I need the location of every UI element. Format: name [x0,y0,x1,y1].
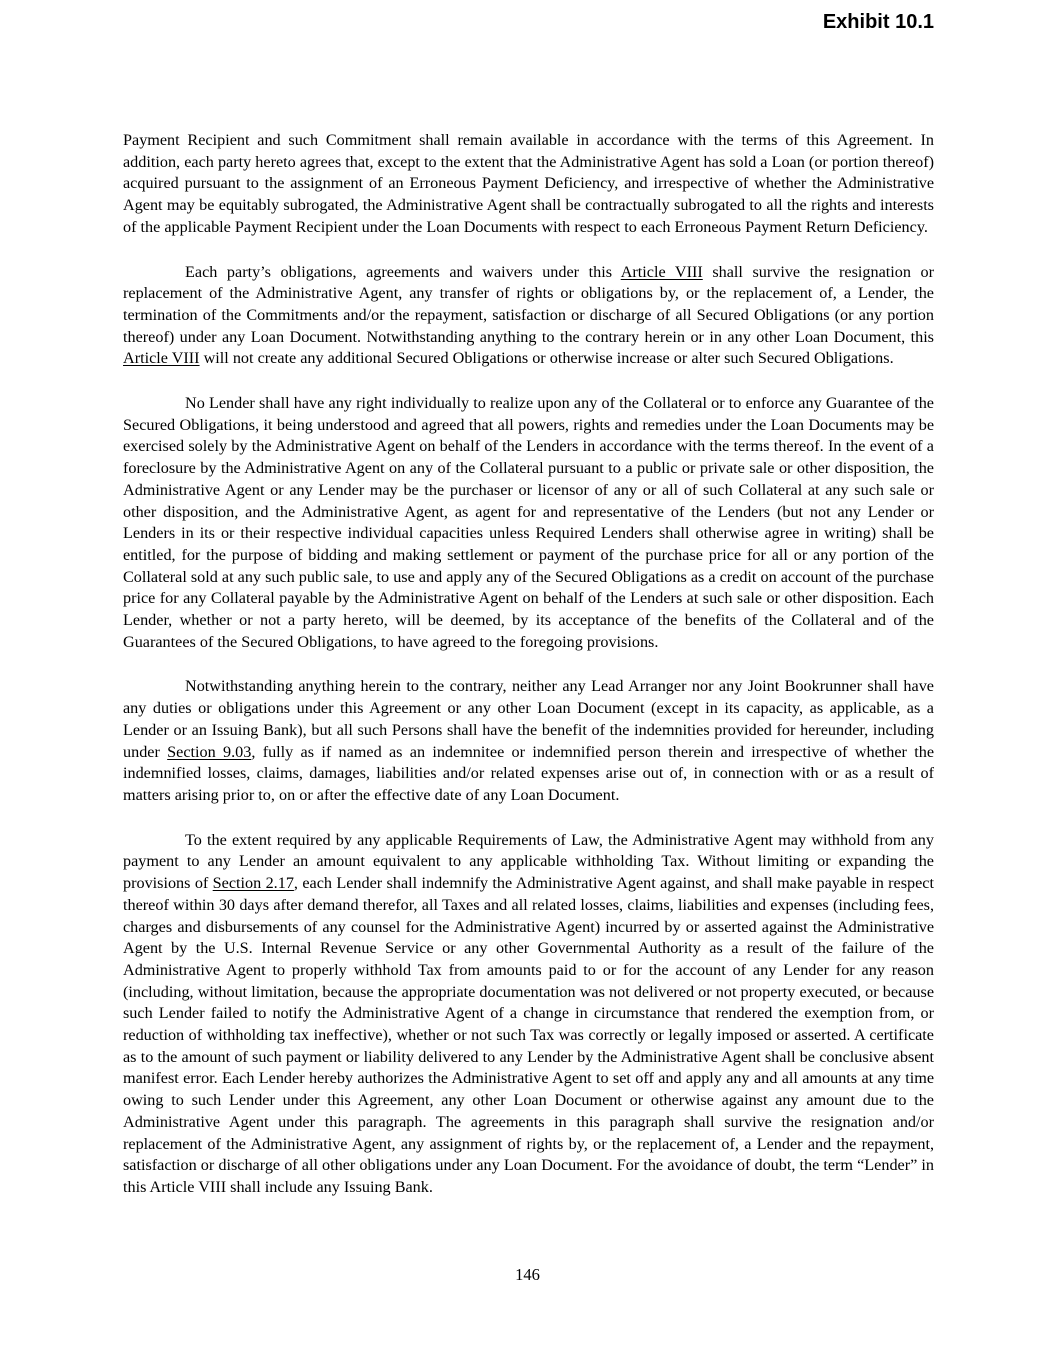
section-9-03-reference: Section 9.03 [167,742,252,761]
section-2-17-reference: Section 2.17 [212,874,294,893]
text-segment: shall survive the resignation or replacement of the Administrative Agent, any transfer of rights or obligations by, or the replacement of, a Lender, the termination of the Commitments and/or the repayment, satisfaction or discharge of all Secured Obligations (or any portion thereof) under any Loan Document. Notwithstanding anything to the contrary herein or in any other Loan Document, this [123,262,934,346]
text-segment: , fully as if named as an indemnitee or indemnified person therein and irrespective of whether the indemnified losses, claims, damages, liabilities and/or related expenses arise out of, in connection with or as a result of matters arising prior to, on or after the effective date of any Loan Document. [123,742,934,804]
text-segment: , each Lender shall indemnify the Administrative Agent against, and shall make payable in respect thereof within 30 days after demand therefor, all Taxes and all related losses, claims, liabilities and expenses (including fees, charges and disbursements of any counsel for the Administrative Agent) incurred by or asserted against the Administrative Agent by the U.S. Internal Revenue Service or any other Governmental Authority as a result of the failure of the Administrative Agent to properly withhold Tax from amounts paid to or for the account of any Lender for any reason (including, without limitation, because the appropriate documentation was not delivered or not property executed, or because such Lender failed to notify the Administrative Agent of a change in circumstance that rendered the exemption from, or reduction of withholding tax ineffective), whether or not such Tax was correctly or legally imposed or asserted. A certificate as to the amount of such payment or liability delivered to any Lender by the Administrative Agent shall be conclusive absent manifest error. Each Lender hereby authorizes the Administrative Agent to set off and apply any and all amounts at any time owing to such Lender under this Agreement, any other Loan Document or otherwise against any amount due to the Administrative Agent under this paragraph. The agreements in this paragraph shall survive the resignation and/or replacement of the Administrative Agent, any assignment of rights by, or the replacement of, a Lender and the repayment, satisfaction or discharge of all other obligations under any Loan Document. For the avoidance of doubt, the term “Lender” in this Article VIII shall include any Issuing Bank. [123,874,934,1196]
paragraph-lead-arranger-duties [123,676,934,806]
page-number: 146 [515,1265,540,1284]
document-footer [0,1265,1055,1285]
exhibit-label: Exhibit 10.1 [822,11,934,33]
text-segment: No Lender shall have any right individually to realize upon any of the Collateral or to enforce any Guarantee of the Secured Obligations, it being understood and agreed that all powers, rights and remedies under the Loan Documents may be exercised solely by the Administrative Agent on behalf of the Lenders in accordance with the terms thereof. In the event of a foreclosure by the Administrative Agent on any of the Collateral pursuant to a public or private sale or other disposition, the Administrative Agent or any Lender may be the purchaser or licensor of any or all of such Collateral at any such sale or other disposition, and the Administrative Agent, as agent for and representative of the Lenders (but not any Lender or Lenders in its or their respective individual capacities unless Required Lenders shall otherwise agree in writing) shall be entitled, for the purpose of bidding and making settlement or payment of the purchase price for all or any portion of the Collateral sold at any such public sale, to use and apply any of the Secured Obligations as a credit on account of the purchase price for any Collateral payable by the Administrative Agent on behalf of the Lenders at such sale or other disposition. Each Lender, whether or not a party hereto, will be deemed, by its acceptance of the benefits of the Collateral and of the Guarantees of the Secured Obligations, to have agreed to the foregoing provisions. [123,394,934,651]
text-segment: will not create any additional Secured Obligations or otherwise increase or alter such Secured Obligations. [199,349,894,368]
paragraph-collateral-realization [123,393,934,653]
paragraph-withholding-tax [123,830,934,1199]
document-header [123,9,934,35]
text-segment: Payment Recipient and such Commitment shall remain available in accordance with the terms of this Agreement. In addition, each party hereto agrees that, except to the extent that the Administrative Agent has sold a Loan (or portion thereof) acquired pursuant to the assignment of an Erroneous Payment Deficiency, and irrespective of whether the Administrative Agent may be equitably subrogated, the Administrative Agent shall be contractually subrogated to all the rights and interests of the applicable Payment Recipient under the Loan Documents with respect to each Erroneous Payment Return Deficiency. [123,131,934,236]
paragraph-erroneous-payment-continuation [123,130,934,239]
text-segment: Each party’s obligations, agreements and waivers under this [185,262,621,281]
document-body [123,130,934,1199]
article-viii-reference: Article VIII [620,262,703,281]
paragraph-survival-of-obligations [123,262,934,371]
text-segment: Notwithstanding anything herein to the contrary, neither any Lead Arranger nor any Joint Bookrunner shall have any duties or obligations under this Agreement or any other Loan Document (except in its capacity, as applicable, as a Lender or an Issuing Bank), but all such Persons shall have the benefit of the indemnities provided for hereunder, including under [123,677,934,761]
text-segment: To the extent required by any applicable Requirements of Law, the Administrative Agent may withhold from any payment to any Lender an amount equivalent to any applicable withholding Tax. Without limiting or expanding the provisions of [123,830,934,893]
article-viii-reference: Article VIII [123,349,200,368]
